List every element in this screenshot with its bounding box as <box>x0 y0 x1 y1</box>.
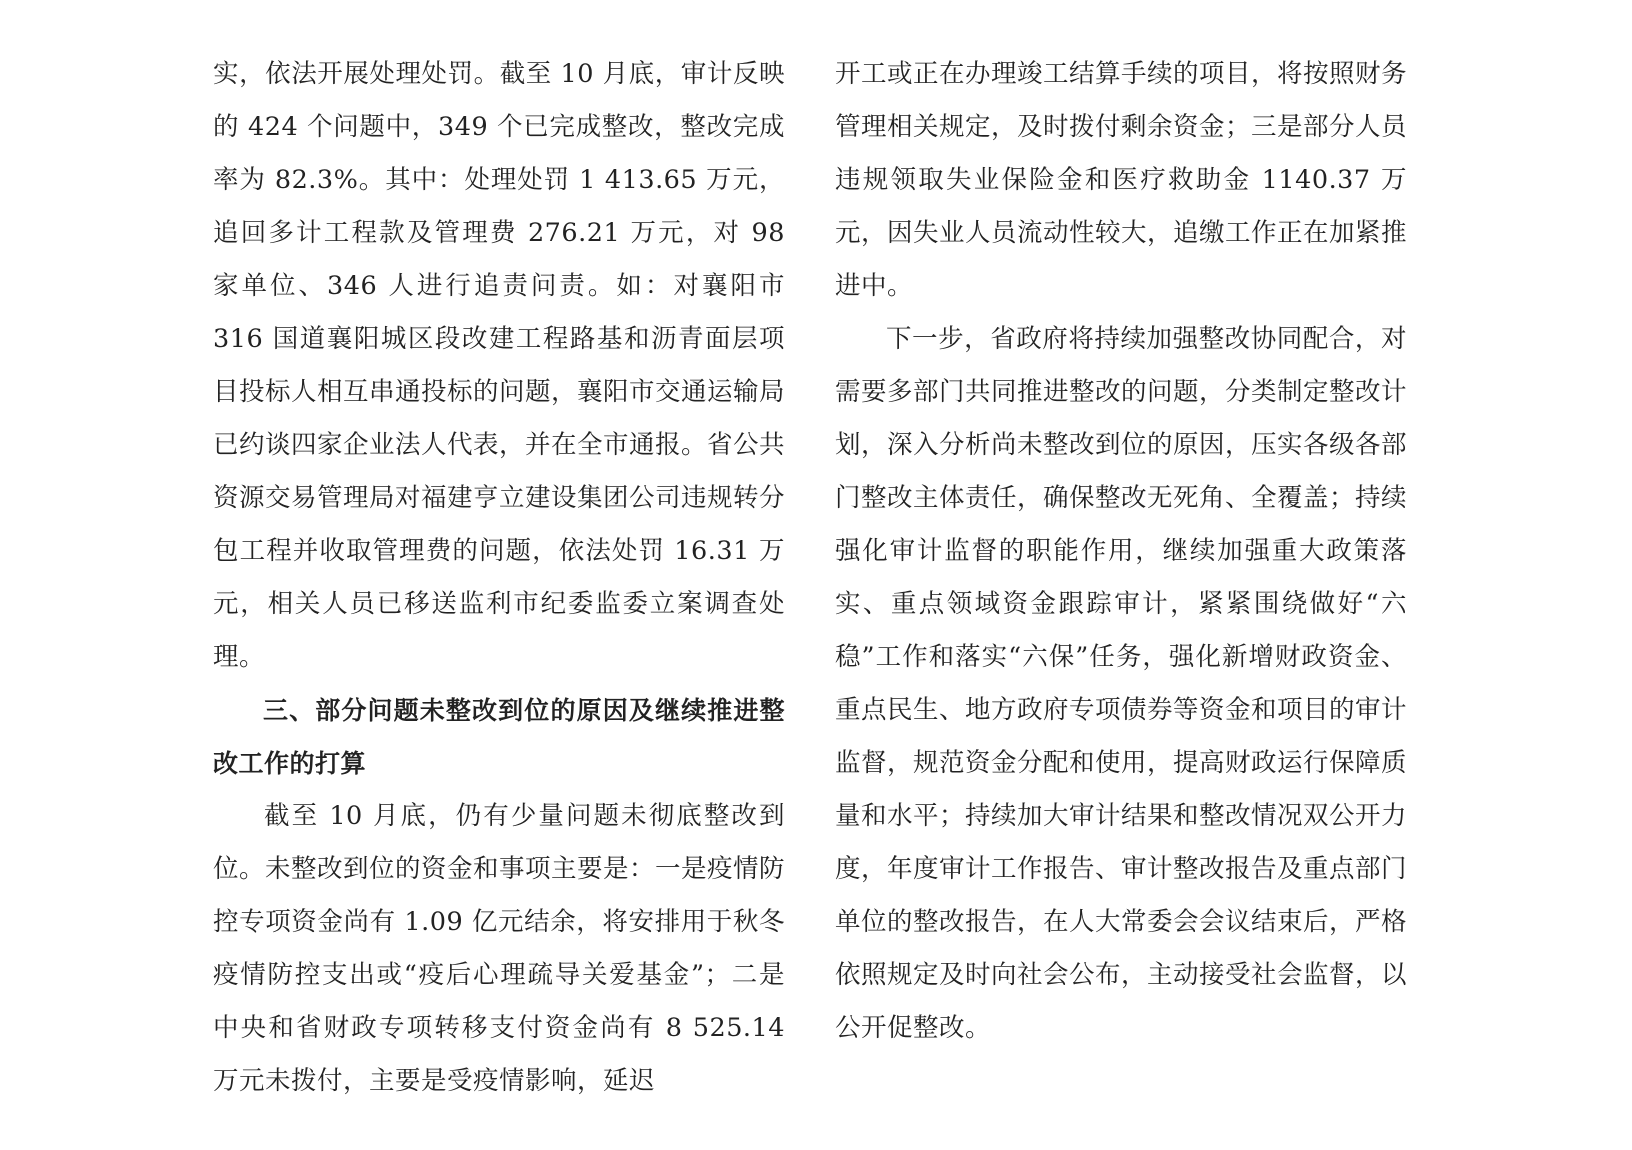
paragraph-next-steps: 下一步，省政府将持续加强整改协同配合，对需要多部门共同推进整改的问题，分类制定整改计划，深入分析尚未整改到位的原因，压实各级各部门整改主体责任，确保整改无死角、全覆盖；持续强化审计监督的职能作用，继续加强重大政策落实、重点领域资金跟踪审计，紧紧围绕做好“六稳”工作和落实“六保”任务，强化新增财政资金、重点民生、地方政府专项债券等资金和项目的审计监督，规范资金分配和使用，提高财政运行保障质量和水平；持续加大审计结果和整改情况双公开力度，年度审计工作报告、审计整改报告及重点部门单位的整改报告，在人大常委会会议结束后，严格依照规定及时向社会公布，主动接受社会监督，以公开促整改。 <box>835 324 1408 1043</box>
paragraph-continuation: 实，依法开展处理处罚。截至 10 月底，审计反映的 424 个问题中，349 个已完成整改，整改完成率为 82.3%。其中：处理处罚 1 413.65 万元，追回多计工程款及管理费 276.21 万元，对 98 家单位、346 人进行追责问责。如：对襄阳市 316 国道襄阳城区段改建工程路基和沥青面层项目投标人相互串通投标的问题，襄阳市交通运输局已约谈四家企业法人代表，并在全市通报。省公共资源交易管理局对福建亨立建设集团公司违规转分包工程并收取管理费的问题，依法处罚 16.31 万元，相关人员已移送监利市纪委监委立案调查处理。 <box>213 59 786 672</box>
left-column <box>213 48 785 1108</box>
section-heading: 三、部分问题未整改到位的原因及继续推进整改工作的打算 <box>213 696 785 778</box>
paragraph-continuation-right: 开工或正在办理竣工结算手续的项目，将按照财务管理相关规定，及时拨付剩余资金；三是部分人员违规领取失业保险金和医疗救助金 1140.37 万元，因失业人员流动性较大，追缴工作正在加紧推进中。 <box>835 59 1408 301</box>
paragraph-unresolved-issues: 截至 10 月底，仍有少量问题未彻底整改到位。未整改到位的资金和事项主要是：一是疫情防控专项资金尚有 1.09 亿元结余，将安排用于秋冬疫情防控支出或“疫后心理疏导关爱基金”；二是中央和省财政专项转移支付资金尚有 8 525.14 万元未拨付，主要是受疫情影响，延迟 <box>213 801 786 1096</box>
right-column <box>835 48 1407 1055</box>
